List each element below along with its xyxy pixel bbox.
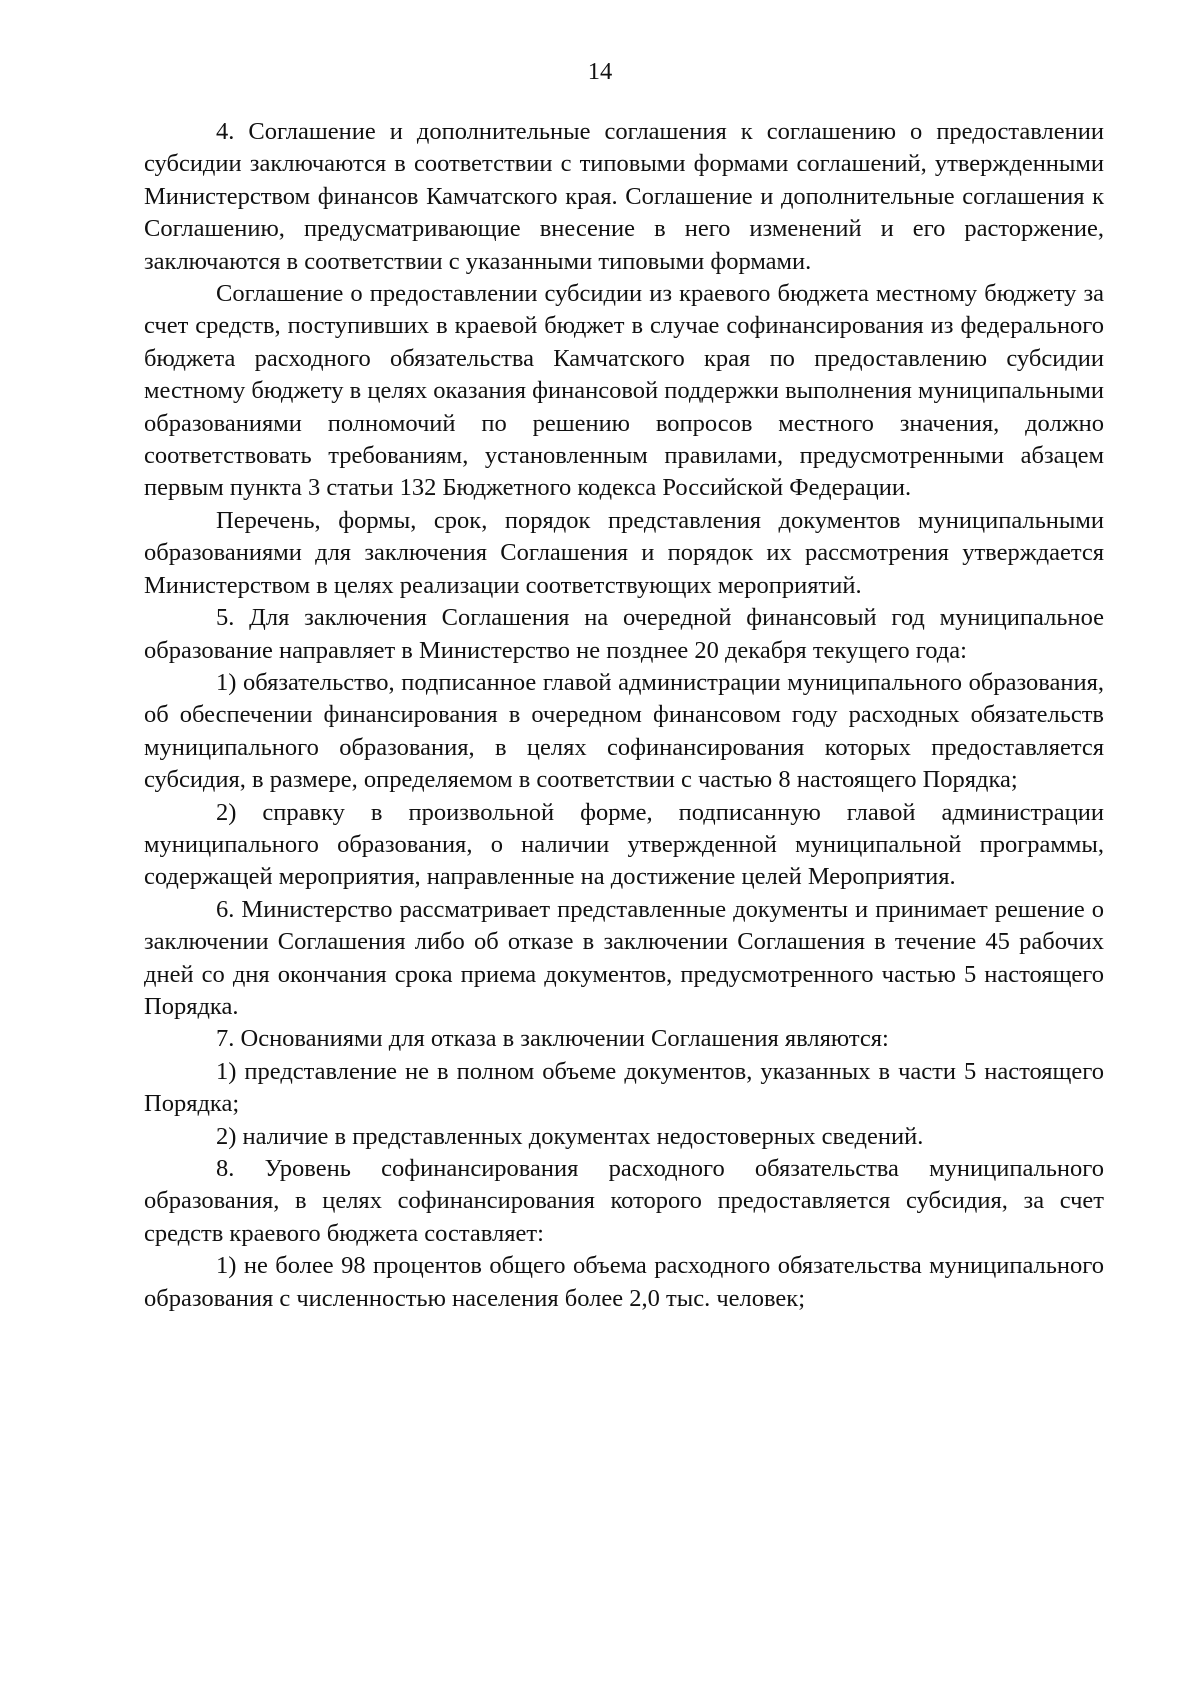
paragraph-6-review: 6. Министерство рассматривает представленные документы и принимает решение о заключении Соглашения либо об отказе в заключении Соглашения в течение 45 рабочих дней со дня окончания срока приема документов, предусмотренного частью 5 настоящего Порядка. [144, 895, 1104, 1020]
paragraph-documents-list: Перечень, формы, срок, порядок представления документов муниципальными образованиями для заключения Соглашения и порядок их рассмотрения утверждается Министерством в целях реализации соответствующих мероприятий. [144, 506, 1104, 599]
paragraph-5-submission: 5. Для заключения Соглашения на очередной финансовый год муниципальное образование направляет в Министерство не позднее 20 декабря текущего года: [144, 604, 1104, 664]
paragraph-agreement-requirements: Соглашение о предоставлении субсидии из краевого бюджета местному бюджету за счет средств, поступивших в краевой бюджет в случае софинансирования из федерального бюджета расходного обязательства Камчатского края по предоставлению субсидии местному бюджету в целях оказания финансовой поддержки выполнения муниципальными образованиями полномочий по решению вопросов местного значения, должно соответствовать требованиям, установленным правилами, предусмотренными абзацем первым пункта 3 статьи 132 Бюджетного кодекса Российской Федерации. [144, 280, 1104, 502]
list-item-98-percent: 1) не более 98 процентов общего объема расходного обязательства муниципального образования с численностью населения более 2,0 тыс. человек; [144, 1252, 1104, 1312]
paragraph-7-refusal-grounds: 7. Основаниями для отказа в заключении Соглашения являются: [216, 1025, 889, 1053]
list-item-obligation: 1) обязательство, подписанное главой администрации муниципального образования, об обеспечении финансирования в очередном финансовом году расходных обязательств муниципального образования, в целях софинансирования которых предоставляется субсидия, в размере, определяемом в соответствии с частью 8 настоящего Порядка; [144, 668, 1104, 794]
list-item-certificate: 2) справку в произвольной форме, подписанную главой администрации муниципального образования, о наличии утвержденной муниципальной программы, содержащей мероприятия, направленные на достижение целей Мероприятия. [144, 798, 1104, 891]
paragraph-4-agreement-forms: 4. Соглашение и дополнительные соглашения к соглашению о предоставлении субсидии заключаются в соответствии с типовыми формами соглашений, утвержденными Министерством финансов Камчатского края. Соглашение и дополнительные соглашения к Соглашению, предусматривающие внесение в него изменений и его расторжение, заключаются в соответствии с указанными типовыми формами. [144, 118, 1104, 275]
page-number: 14 [587, 58, 613, 85]
list-item-false-information: 2) наличие в представленных документах недостоверных сведений. [216, 1122, 924, 1150]
document-body [144, 116, 1104, 1315]
list-item-incomplete-documents: 1) представление не в полном объеме документов, указанных в части 5 настоящего Порядка; [144, 1057, 1104, 1118]
paragraph-8-cofinancing-level: 8. Уровень софинансирования расходного обязательства муниципального образования, в целях софинансирования которого предоставляется субсидия, за счет средств краевого бюджета составляет: [144, 1155, 1104, 1247]
